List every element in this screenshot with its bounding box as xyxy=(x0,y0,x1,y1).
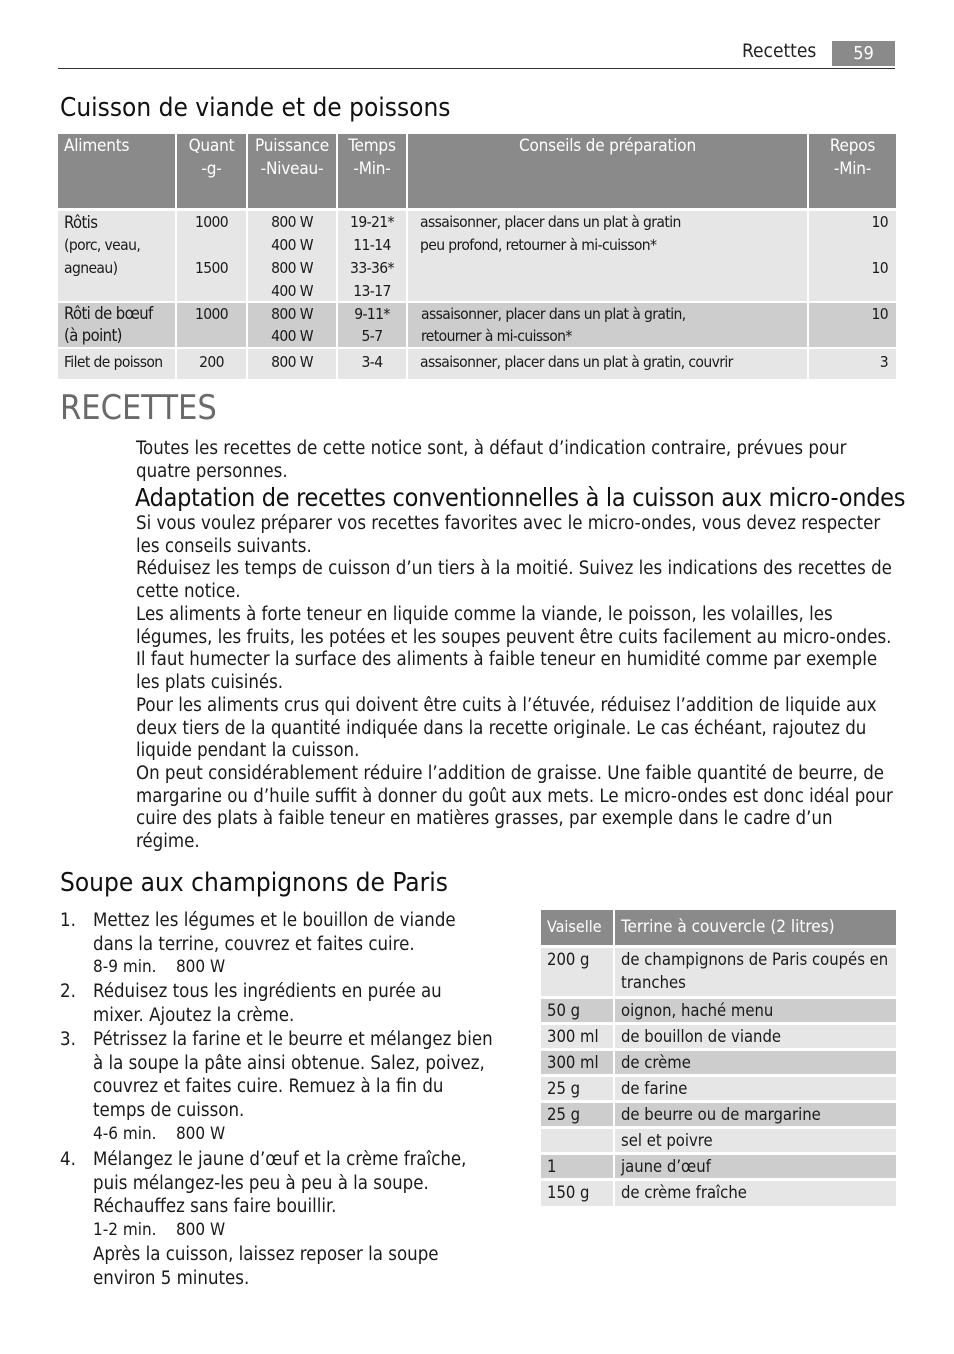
ingredient-item: de beurre ou de margarine xyxy=(615,1103,896,1126)
header-rule xyxy=(58,68,895,69)
table-row-poisson-repos: 3 xyxy=(809,349,896,379)
table-row-boeuf-conseils: assaisonner, placer dans un plat à gratin, retourner à mi-cuisson* xyxy=(408,303,807,347)
running-header-section: Recettes xyxy=(742,40,817,62)
ingredient-qty: 50 g xyxy=(541,999,613,1022)
soupe-title: Soupe aux champignons de Paris xyxy=(60,868,448,898)
ingredients-header-terrine: Terrine à couvercle (2 litres) xyxy=(615,910,896,945)
table-row-poisson-puissance: 800 W xyxy=(248,349,336,379)
table-row-boeuf-quant: 1000 xyxy=(177,303,246,347)
ingredient-item: oignon, haché menu xyxy=(615,999,896,1022)
ingredient-qty: 25 g xyxy=(541,1077,613,1100)
ingredient-item: sel et poivre xyxy=(615,1129,896,1152)
table-row-poisson-aliment: Filet de poisson xyxy=(58,349,175,379)
table-row-rotis-quant: 1000 1500 xyxy=(177,211,246,301)
table-row-poisson-quant: 200 xyxy=(177,349,246,379)
col-header-temps: Temps -Min- xyxy=(338,134,406,208)
table-row-rotis-puissance: 800 W 400 W 800 W 400 W xyxy=(248,211,336,301)
table-row-poisson-temps: 3-4 xyxy=(338,349,406,379)
adaptation-paragraph-5: On peut considérablement réduire l’addition de graisse. Une faible quantité de beurre, de margarine ou d’huile suffit à donner du goût aux mets. Le micro-ondes est donc idéal pour cuire des plats à faible teneur en matières grasses, par exemple dans le cadre d’un régime. xyxy=(136,763,893,852)
table-row-poisson-conseils: assaisonner, placer dans un plat à gratin, couvrir xyxy=(408,349,807,379)
ingredient-qty xyxy=(541,1129,613,1152)
ingredient-qty: 200 g xyxy=(541,948,613,996)
page-number: 59 xyxy=(832,41,895,66)
recettes-title: RECETTES xyxy=(60,388,217,428)
table-row-boeuf-puissance: 800 W 400 W xyxy=(248,303,336,347)
ingredient-qty: 25 g xyxy=(541,1103,613,1126)
adaptation-title: Adaptation de recettes conventionnelles à la cuisson aux micro-ondes xyxy=(135,483,906,512)
ingredient-item: de crème xyxy=(615,1051,896,1074)
table-row-boeuf-aliment: Rôti de bœuf (à point) xyxy=(58,303,175,347)
table-row-rotis-temps: 19-21* 11-14 33-36* 13-17 xyxy=(338,211,406,301)
ingredient-item: de farine xyxy=(615,1077,896,1100)
col-header-puissance: Puissance -Niveau- xyxy=(248,134,336,208)
ingredient-qty: 150 g xyxy=(541,1181,613,1206)
ingredients-header-vaisselle: Vaiselle xyxy=(541,910,613,945)
adaptation-paragraph-2: Réduisez les temps de cuisson d’un tiers à la moitié. Suivez les indications des recettes de cette notice. xyxy=(136,558,892,602)
col-header-aliments: Aliments xyxy=(58,134,175,208)
col-header-conseils: Conseils de préparation xyxy=(408,134,807,208)
adaptation-paragraph-4: Pour les aliments crus qui doivent être cuits à l’étuvée, réduisez l’addition de liquide aux deux tiers de la quantité indiquée dans la recette originale. Le cas échéant, rajoutez du liquide pendant la cuisson. xyxy=(136,695,877,762)
ingredient-item: de crème fraîche xyxy=(615,1181,896,1206)
table-row-rotis-repos: 10 10 xyxy=(809,211,896,301)
col-header-quant: Quant -g- xyxy=(177,134,246,208)
ingredient-qty: 1 xyxy=(541,1155,613,1178)
adaptation-paragraph-3: Les aliments à forte teneur en liquide comme la viande, le poisson, les volailles, les légumes, les fruits, les potées et les soupes peuvent être cuits facilement au micro-ondes. Il faut humecter la surface des aliments à faible teneur en humidité comme par exemple les plats cuisinés. xyxy=(136,604,892,693)
ingredient-qty: 300 ml xyxy=(541,1051,613,1074)
ingredient-item: de champignons de Paris coupés en tranches xyxy=(615,948,896,996)
meat-section-title: Cuisson de viande et de poissons xyxy=(60,93,451,123)
col-header-repos: Repos -Min- xyxy=(809,134,896,208)
ingredient-item: jaune d’œuf xyxy=(615,1155,896,1178)
adaptation-paragraph-1: Si vous voulez préparer vos recettes favorites avec le micro-ondes, vous devez respecter les conseils suivants. xyxy=(136,513,881,557)
recettes-intro: Toutes les recettes de cette notice sont, à défaut d’indication contraire, prévues pour quatre personnes. xyxy=(136,438,847,482)
table-row-rotis-conseils: assaisonner, placer dans un plat à gratin peu profond, retourner à mi-cuisson* xyxy=(408,211,807,301)
ingredient-item: de bouillon de viande xyxy=(615,1025,896,1048)
table-row-rotis-aliment: Rôtis (porc, veau, agneau) xyxy=(58,211,175,301)
table-row-boeuf-repos: 10 xyxy=(809,303,896,347)
table-row-boeuf-temps: 9-11* 5-7 xyxy=(338,303,406,347)
ingredient-qty: 300 ml xyxy=(541,1025,613,1048)
